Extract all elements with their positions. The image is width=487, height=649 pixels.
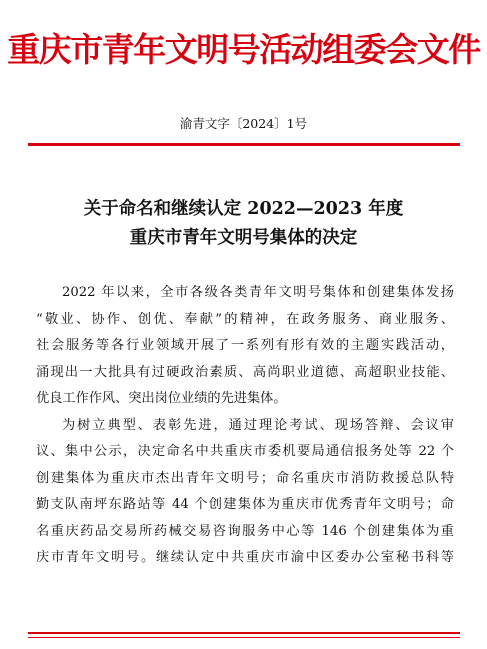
- body-line: “敬业、协作、创优、奉献”的精神，在政务服务、商业服务、: [36, 311, 454, 327]
- document-title-line-1: 关于命名和继续认定 2022—2023 年度: [83, 199, 404, 219]
- body-line: 2022 年以来，全市各级各类青年文明号集体和创建集体发扬: [62, 285, 454, 300]
- body-line: 创建集体为重庆市杰出青年文明号；命名重庆市消防救援总队特: [36, 470, 454, 486]
- body-line: 庆市青年文明号。继续认定中共重庆市渝中区委办公室秘书科等: [36, 550, 454, 565]
- body-line: 涌现出一大批具有过硬政治素质、高尚职业道德、高超职业技能、: [36, 364, 454, 380]
- document-title-line-2: 重庆市青年文明号集体的决定: [129, 228, 358, 248]
- footer-red-rule-thick: [28, 632, 460, 634]
- document-body: [36, 280, 454, 572]
- body-line: 勤支队南坪东路站等 44 个创建集体为重庆市优秀青年文明号；命: [36, 497, 454, 512]
- document-number: 渝青文字〔2024〕1号: [179, 116, 308, 131]
- masthead-title: 重庆市青年文明号活动组委会文件: [7, 30, 480, 69]
- body-line: 社会服务等各行业领域开展了一系列有形有效的主题实践活动，: [36, 338, 454, 353]
- footer-red-rule-thin: [28, 637, 460, 638]
- header-red-rule: [28, 143, 460, 146]
- body-line: 优良工作作风、突出岗位业绩的先进集体。: [36, 391, 287, 406]
- body-line: 为树立典型、表彰先进，通过理论考试、现场答辩、会议审: [62, 417, 454, 433]
- body-line: 议、集中公示，决定命名中共重庆市委机要局通信报务处等 22 个: [36, 444, 454, 459]
- body-line: 名重庆药品交易所药械交易咨询服务中心等 146 个创建集体为重: [36, 523, 454, 539]
